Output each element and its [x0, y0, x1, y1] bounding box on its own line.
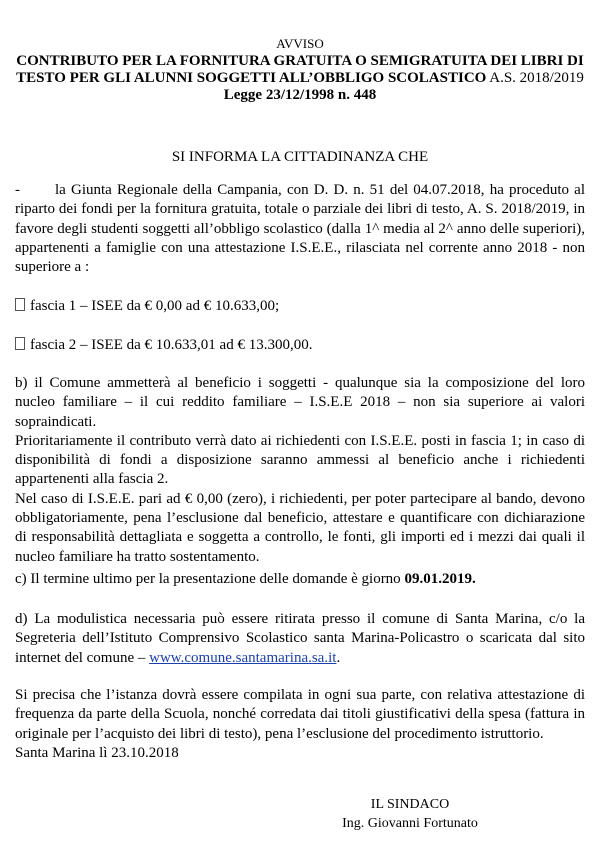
- paragraph-d-text: d) La modulistica necessaria può essere ritirata presso il comune di Santa Marina, c/o la Segreteria dell’Istituto Comprensivo Scolastico santa Marina-Policastro o scaricata dal sito internet del comune –: [15, 611, 585, 666]
- paragraph-d-end: .: [336, 649, 341, 666]
- place-date: Santa Marina lì 23.10.2018: [15, 744, 179, 761]
- paragraph-b: [15, 374, 585, 567]
- paragraph-e-text: Si precisa che l’istanza dovrà essere compilata in ogni sua parte, con relativa attestazione di frequenza da parte della Scuola, nonché corredata dai titoli giustificativi della spesa (fattura in originale per l’acquisto dei libri di testo), pena l’esclusione del procedimento istruttorio.: [15, 687, 585, 742]
- paragraph-a: [15, 181, 585, 277]
- dash-marker: -: [15, 182, 20, 198]
- paragraph-b-line-3: Nel caso di I.S.E.E. pari ad € 0,00 (zero), i richiedenti, per poter partecipare al bando, devono obbligatoriamente, pena l’esclusione dal beneficio, attestare e quantificare con dichiarazione di responsabilità dettagliata e soggetta a controllo, le fonti, gli importi ed i mezzi dai quali il nucleo familiare ha tratto sostentamento.: [15, 490, 585, 565]
- title-year: A.S. 2018/2019: [486, 70, 584, 86]
- paragraph-b-line-2: Prioritariamente il contributo verrà dato ai richiedenti con I.S.E.E. posti in fascia 1; in caso di disponibilità di fondi a disposizione saranno ammessi al beneficio anche i richiedenti appartenenti alla fascia 2.: [15, 432, 585, 488]
- signer-name: Ing. Giovanni Fortunato: [342, 816, 478, 831]
- informa-heading: SI INFORMA LA CITTADINANZA CHE: [171, 149, 429, 165]
- fascia-2-text: fascia 2 – ISEE da € 10.633,01 ad € 13.300,00.: [30, 337, 313, 353]
- paragraph-e: [15, 686, 585, 763]
- fascia-1-item: [15, 297, 585, 316]
- comune-website-link[interactable]: www.comune.santamarina.sa.it: [149, 649, 337, 666]
- paragraph-d: [15, 610, 585, 668]
- notice-header: [0, 36, 600, 104]
- paragraph-b-line-1: b) il Comune ammetterà al beneficio i soggetti - qualunque sia la composizione del loro nucleo familiare – il cui reddito familiare – I.S.E.E 2018 – non sia superiore ai valori sopraindicati.: [15, 375, 585, 430]
- avviso-label: AVVISO: [276, 36, 324, 51]
- checkbox-square-icon: [15, 337, 25, 350]
- fascia-1-text: fascia 1 – ISEE da € 0,00 ad € 10.633,00;: [30, 298, 280, 314]
- fascia-2-item: [15, 336, 585, 355]
- paragraph-c-text: c) Il termine ultimo per la presentazione delle domande è giorno: [15, 571, 405, 587]
- paragraph-a-text: la Giunta Regionale della Campania, con D. D. n. 51 del 04.07.2018, ha proceduto al riparto dei fondi per la fornitura gratuita, totale o parziale dei libri di testo, A. S. 2018/2019, in favore degli studenti soggetti all’obbligo scolastico (dalla 1^ media al 2^ anno delle superiori), appartenenti a famiglie con una attestazione I.S.E.E., rilasciata nel corrente anno 2018 - non superiore a :: [15, 182, 585, 276]
- law-reference: Legge 23/12/1998 n. 448: [223, 87, 377, 103]
- deadline-date: 09.01.2019.: [404, 571, 476, 587]
- title-text: CONTRIBUTO PER LA FORNITURA GRATUITA O SEMIGRATUITA DEI LIBRI DI TESTO PER GLI ALUNNI SOGGETTI ALL’OBBLIGO SCOLASTICO: [16, 53, 584, 86]
- signature-block: [300, 795, 520, 833]
- paragraph-c: [15, 570, 585, 589]
- signer-role: IL SINDACO: [370, 797, 450, 812]
- checkbox-square-icon: [15, 298, 25, 311]
- notice-title: [0, 53, 600, 87]
